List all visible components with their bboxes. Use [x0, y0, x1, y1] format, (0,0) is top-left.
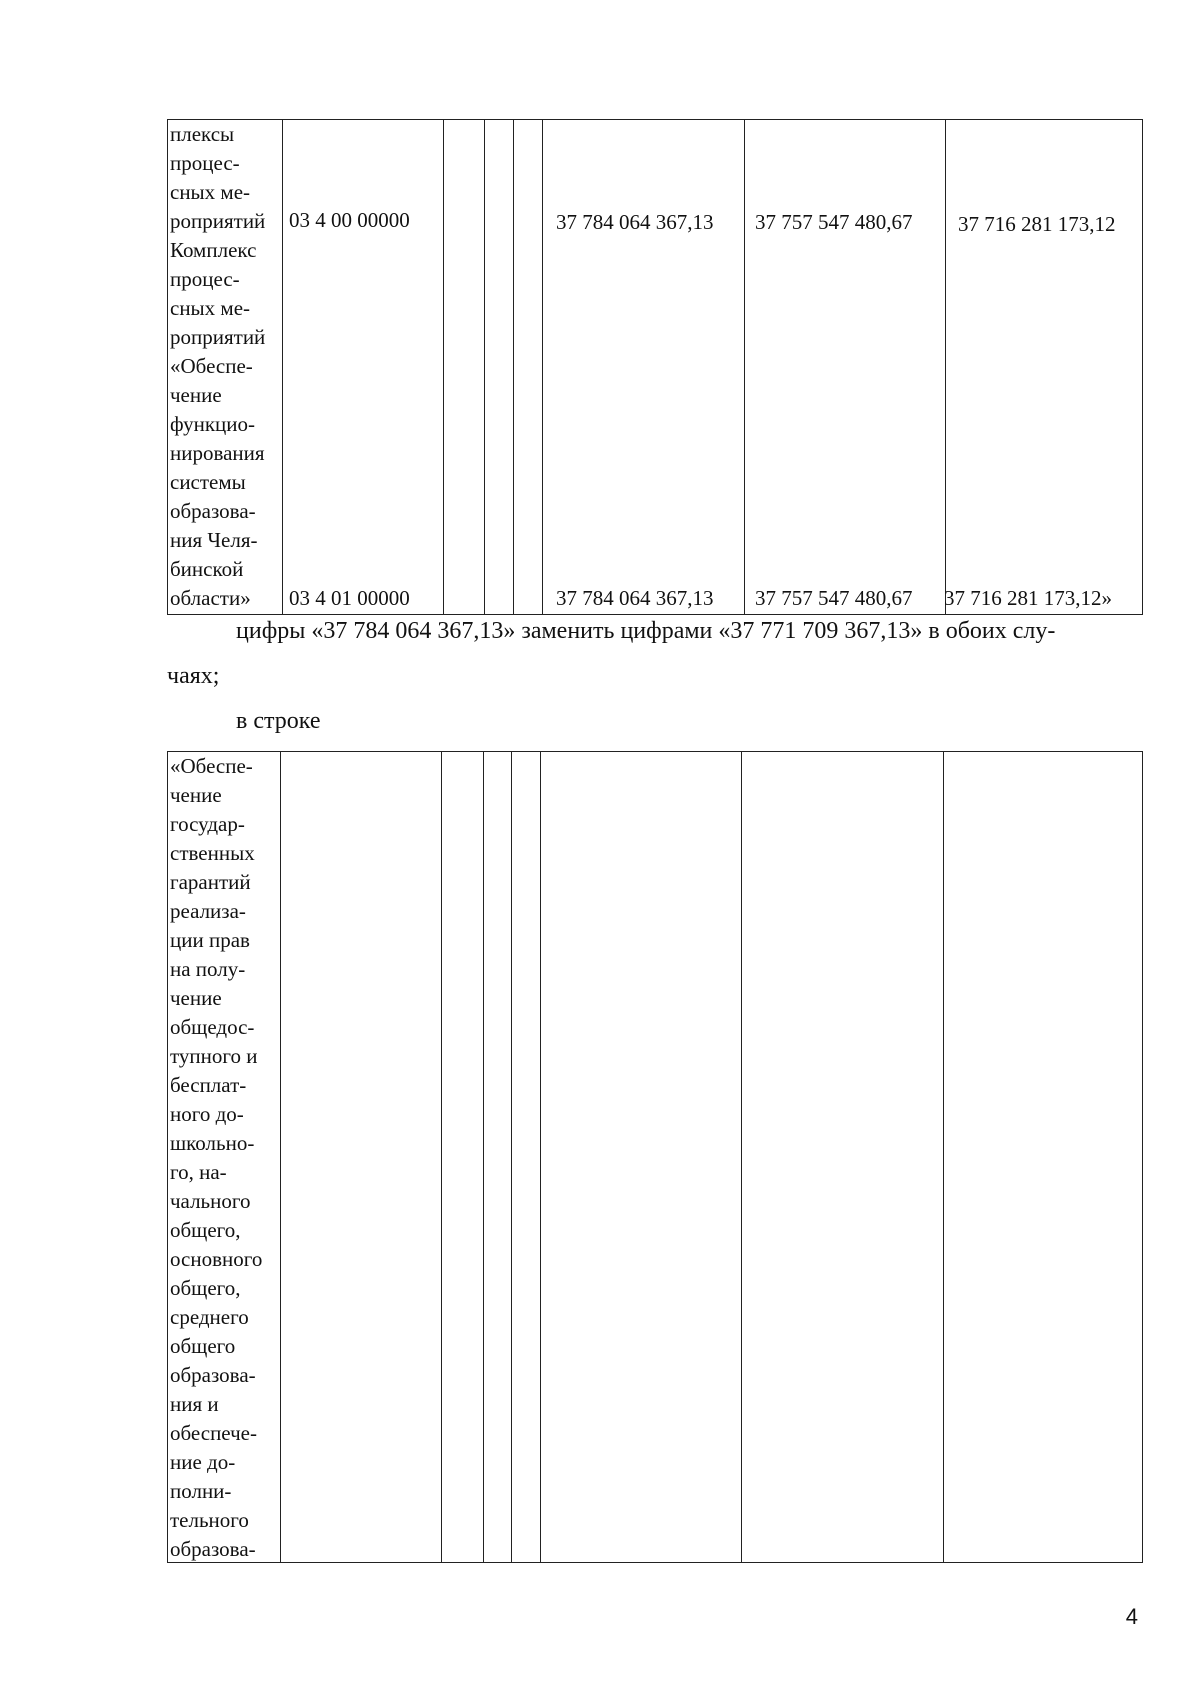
- row-name-line: ние до-: [170, 1450, 236, 1474]
- row-name-line: ственных: [170, 841, 255, 865]
- row-name-cell: [170, 752, 280, 1564]
- row1-value-1: 37 784 064 367,13: [556, 210, 714, 234]
- row-name-line: среднего: [170, 1305, 249, 1329]
- row1-value-2: 37 757 547 480,67: [755, 210, 913, 234]
- row-name-line: образова-: [170, 1363, 256, 1387]
- col-divider: [542, 120, 543, 614]
- col-divider: [540, 752, 541, 1562]
- row-name-line: обеспече-: [170, 1421, 257, 1445]
- row-name-line: полни-: [170, 1479, 232, 1503]
- row-name-line: общедос-: [170, 1015, 255, 1039]
- row-name-line: чение: [170, 383, 222, 407]
- row-name-line: нирования: [170, 441, 265, 465]
- row-name-cell: [170, 120, 280, 613]
- row-name-line: бесплат-: [170, 1073, 247, 1097]
- paragraph-line-1: цифры «37 784 064 367,13» заменить цифрами «37 771 709 367,13» в обоих слу-: [236, 618, 1056, 644]
- col-divider: [513, 120, 514, 614]
- col-divider: [282, 120, 283, 614]
- col-divider: [741, 752, 742, 1562]
- col-divider: [744, 120, 745, 614]
- row-name-line: чение: [170, 783, 222, 807]
- row-name-line: ния Челя-: [170, 528, 258, 552]
- row-name-line: общего,: [170, 1276, 241, 1300]
- row-name-line: го, на-: [170, 1160, 227, 1184]
- col-divider: [443, 120, 444, 614]
- row1-value-3: 37 716 281 173,12: [958, 212, 1116, 236]
- row-name-line: системы: [170, 470, 246, 494]
- row2-value-1: 37 784 064 367,13: [556, 586, 714, 610]
- row-name-line: чального: [170, 1189, 251, 1213]
- row-name-line: чение: [170, 986, 222, 1010]
- row2-value-3: 37 716 281 173,12»: [944, 586, 1112, 610]
- row-name-line: ции прав: [170, 928, 250, 952]
- row-name-line: общего: [170, 1334, 236, 1358]
- row-name-line: «Обеспе-: [170, 754, 253, 778]
- row1-code: 03 4 00 00000: [289, 208, 410, 232]
- row-name-line: общего,: [170, 1218, 241, 1242]
- row-name-line: роприятий: [170, 209, 266, 233]
- row-name-line: сных ме-: [170, 296, 251, 320]
- page-number: 4: [1125, 1604, 1138, 1629]
- row-name-line: сных ме-: [170, 180, 251, 204]
- paragraph-line-3: в строке: [236, 708, 321, 734]
- row-name-line: ного до-: [170, 1102, 244, 1126]
- row-name-line: «Обеспе-: [170, 354, 253, 378]
- row-name-line: государ-: [170, 812, 245, 836]
- row-name-line: процес-: [170, 151, 240, 175]
- col-divider: [511, 752, 512, 1562]
- row2-value-2: 37 757 547 480,67: [755, 586, 913, 610]
- col-divider: [484, 120, 485, 614]
- row-name-line: тупного и: [170, 1044, 258, 1068]
- paragraph-line-2: чаях;: [167, 663, 220, 689]
- row-name-line: образова-: [170, 1537, 256, 1561]
- row2-code: 03 4 01 00000: [289, 586, 410, 610]
- col-divider: [943, 752, 944, 1562]
- row-name-line: тельного: [170, 1508, 249, 1532]
- budget-table-2: [167, 751, 1143, 1563]
- col-divider: [945, 120, 946, 614]
- row-name-line: на полу-: [170, 957, 246, 981]
- row-name-line: Комплекс: [170, 238, 257, 262]
- col-divider: [441, 752, 442, 1562]
- row-name-line: функцио-: [170, 412, 255, 436]
- budget-table-1: [167, 119, 1143, 615]
- row-name-line: плексы: [170, 122, 235, 146]
- row-name-line: гарантий: [170, 870, 251, 894]
- row-name-line: области»: [170, 586, 251, 610]
- row-name-line: школьно-: [170, 1131, 255, 1155]
- col-divider: [483, 752, 484, 1562]
- row-name-line: ния и: [170, 1392, 219, 1416]
- row-name-line: образова-: [170, 499, 256, 523]
- row-name-line: процес-: [170, 267, 240, 291]
- row-name-line: реализа-: [170, 899, 246, 923]
- row-name-line: роприятий: [170, 325, 266, 349]
- col-divider: [280, 752, 281, 1562]
- row-name-line: основного: [170, 1247, 263, 1271]
- row-name-line: бинской: [170, 557, 244, 581]
